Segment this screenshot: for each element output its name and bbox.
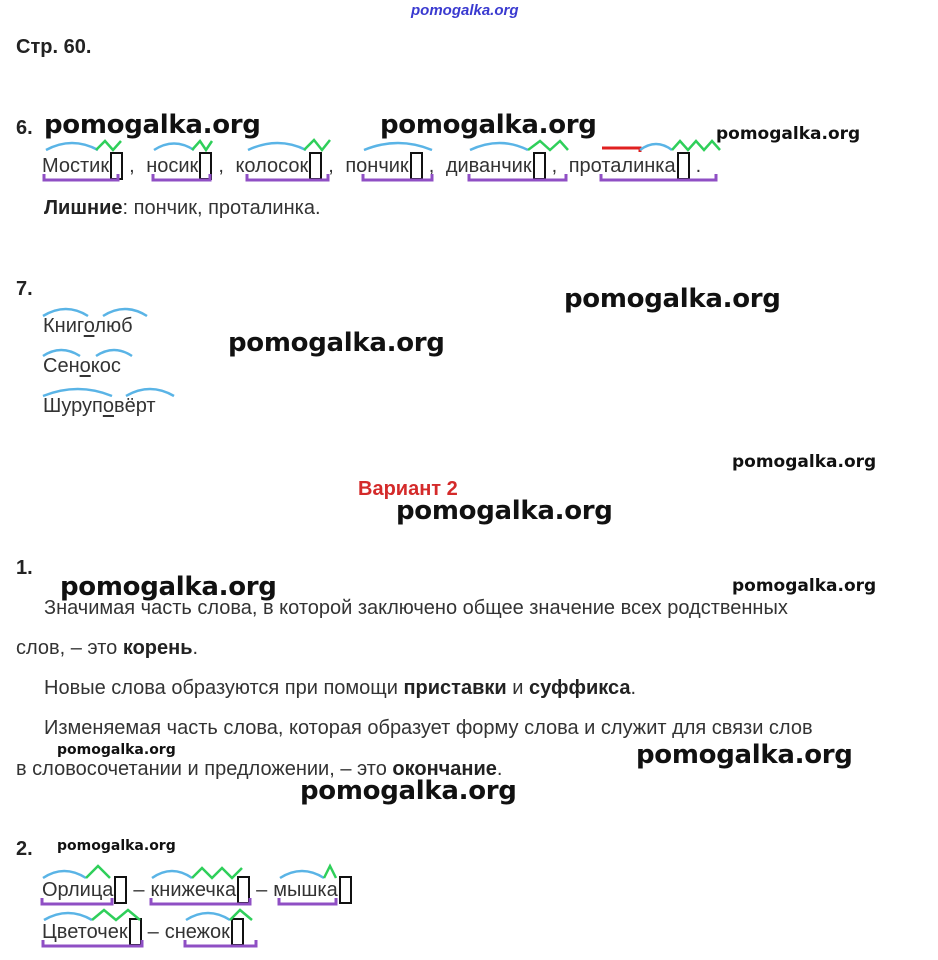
word-2-3 (273, 876, 351, 904)
compound-word-3 (43, 395, 156, 418)
root-arc (640, 144, 672, 150)
word-part: люб (94, 315, 133, 337)
watermark: pomogalka.org (57, 838, 176, 854)
text: . (630, 677, 637, 699)
root-arc (470, 143, 528, 150)
text: слов, – это (16, 637, 123, 659)
word-text: Мостик (42, 155, 110, 177)
text: в словосочетании и предложении, – это (16, 758, 393, 780)
task-1-number: 1. (16, 557, 33, 579)
comma: , (129, 155, 135, 177)
task-2-row-2 (42, 918, 244, 946)
watermark: pomogalka.org (732, 576, 877, 596)
watermark: pomogalka.org (300, 776, 517, 806)
root-arc (154, 144, 194, 151)
answer-prefix: приставки (403, 677, 507, 699)
watermark: pomogalka.org (380, 110, 597, 140)
word-2-4 (42, 918, 142, 946)
ending-box (199, 152, 212, 180)
answer-ending: окончание (392, 758, 497, 780)
answer-suffix: суффикса (529, 677, 631, 699)
dash: – (256, 879, 268, 901)
watermark: pomogalka.org (228, 328, 445, 358)
watermark: pomogalka.org (44, 110, 261, 140)
text: . (192, 637, 199, 659)
ending-box (110, 152, 123, 180)
word-text: колосок (235, 155, 309, 177)
task-2-number: 2. (16, 838, 33, 860)
connecting-vowel: о (83, 315, 95, 337)
comma: , (551, 155, 558, 177)
root-arc (248, 143, 306, 150)
suffix-mark (304, 140, 330, 150)
word-6-6 (569, 152, 690, 180)
text: Новые слова образуются при помощи (44, 677, 404, 699)
root-arc (46, 143, 98, 150)
word-6-2 (146, 152, 212, 180)
paragraph-3-line-1: Изменяемая часть слова, которая образует форму слова и служит для связи слов (44, 717, 813, 739)
word-text: снежок (164, 921, 230, 943)
dash: – (133, 879, 145, 901)
word-part: Сен (43, 355, 80, 377)
word-text: диванчик (445, 155, 532, 177)
task-6-word-list (42, 152, 701, 180)
word-part: Шуруп (43, 395, 103, 417)
word-text: Орлица (42, 879, 114, 901)
ending-box (309, 152, 322, 180)
period: . (695, 155, 702, 177)
word-part: кос (90, 355, 121, 377)
word-text: носик (146, 155, 199, 177)
word-text: книжечка (150, 879, 237, 901)
ending-box (129, 918, 142, 946)
paragraph-1-line-1: Значимая часть слова, в которой заключено общее значение всех родственных (44, 597, 788, 619)
word-2-1 (42, 876, 127, 904)
ending-box (237, 876, 250, 904)
word-text: пончик (345, 155, 409, 177)
word-6-3 (235, 152, 322, 180)
watermark: pomogalka.org (732, 452, 877, 472)
variant-heading: Вариант 2 (358, 478, 458, 500)
watermark: pomogalka.org (57, 742, 176, 758)
suffix-mark (672, 141, 720, 150)
paragraph-2 (44, 677, 636, 700)
word-part: вёрт (113, 395, 156, 417)
suffix-mark (96, 141, 121, 150)
word-6-1 (42, 152, 123, 180)
watermark: pomogalka.org (396, 496, 613, 526)
comma: , (428, 155, 435, 177)
compound-word-1 (43, 315, 133, 338)
extra-text: : пончик, проталинка. (122, 197, 321, 219)
ending-box (231, 918, 244, 946)
watermark: pomogalka.org (716, 124, 861, 144)
extra-label: Лишние (44, 197, 123, 219)
connecting-vowel: о (79, 355, 91, 377)
ending-box (410, 152, 423, 180)
paragraph-1-line-2 (16, 637, 198, 660)
watermark-top: pomogalka.org (411, 2, 519, 19)
text: . (496, 758, 503, 780)
compound-word-2 (43, 355, 121, 378)
watermark: pomogalka.org (60, 572, 277, 602)
dash: – (147, 921, 159, 943)
watermark: pomogalka.org (636, 740, 853, 770)
word-6-5 (446, 152, 546, 180)
ending-box (339, 876, 352, 904)
connecting-vowel: о (102, 395, 114, 417)
task-2-row-1 (42, 876, 352, 904)
word-text: проталинка (568, 155, 676, 177)
suffix-mark (192, 141, 212, 150)
page-reference: Стр. 60. (16, 36, 92, 58)
word-part: Книг (43, 315, 84, 337)
word-text: Цветочек (42, 921, 128, 943)
watermark: pomogalka.org (564, 284, 781, 314)
answer-root: корень (122, 637, 193, 659)
text: и (506, 677, 529, 699)
word-2-2 (151, 876, 251, 904)
task-7-number: 7. (16, 278, 33, 300)
ending-box (114, 876, 127, 904)
task-6-number: 6. (16, 117, 33, 139)
ending-box (677, 152, 690, 180)
suffix-mark (528, 141, 568, 150)
comma: , (328, 155, 334, 177)
task-6-answer (44, 197, 321, 220)
root-arc (364, 143, 432, 150)
word-2-5 (165, 918, 244, 946)
word-text: мышка (273, 879, 338, 901)
ending-box (533, 152, 546, 180)
comma: , (218, 155, 224, 177)
word-6-4 (345, 152, 422, 180)
